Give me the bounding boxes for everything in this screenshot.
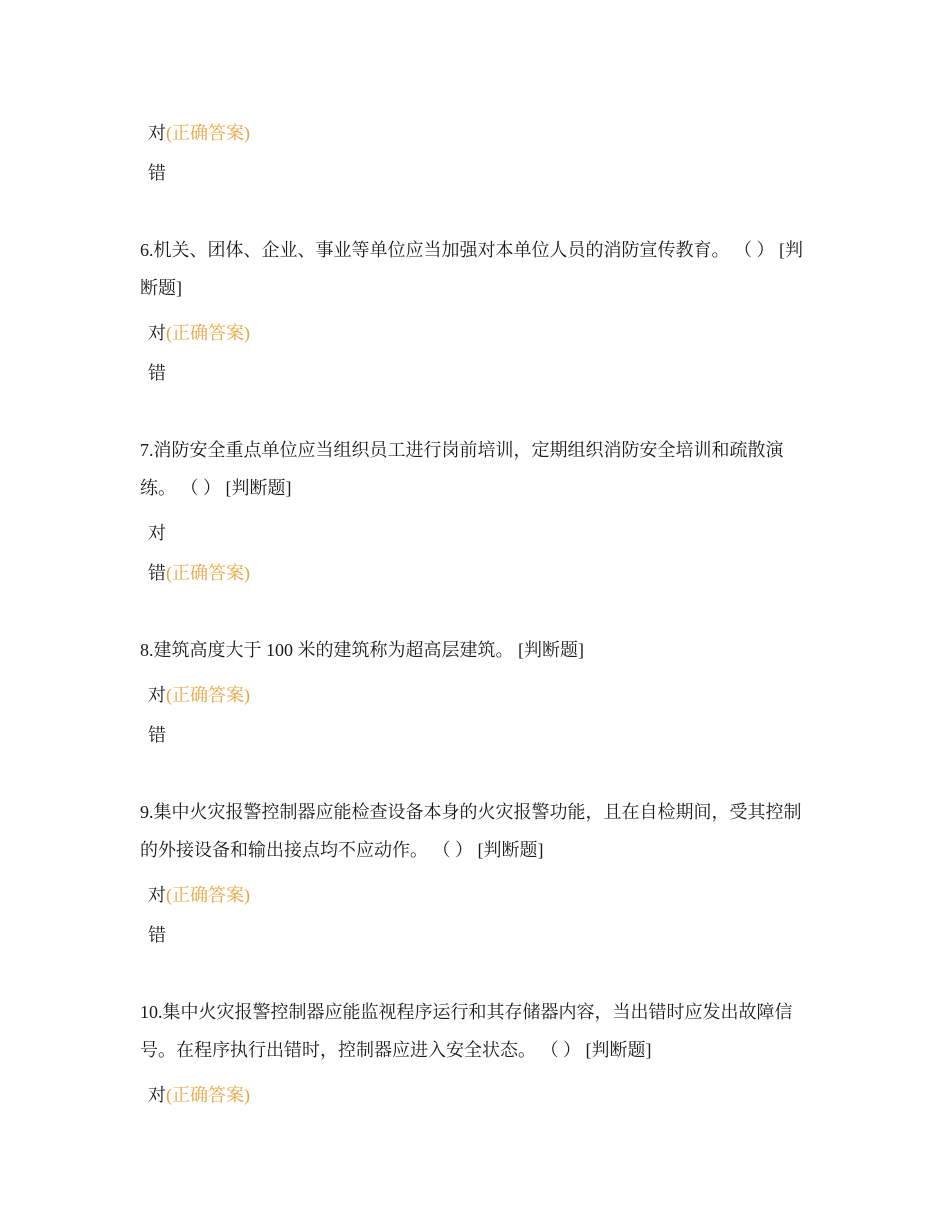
correct-answer-tag: (正确答案) [166, 1085, 250, 1105]
option-label: 对 [148, 685, 166, 705]
question-8-option-true [148, 683, 250, 707]
question-7-option-false [148, 561, 250, 585]
correct-answer-tag: (正确答案) [166, 685, 250, 705]
question-7-option-true [148, 521, 166, 545]
question-6-option-true [148, 321, 250, 345]
option-false [148, 161, 166, 185]
option-label: 错 [148, 725, 166, 745]
correct-answer-tag: (正确答案) [166, 323, 250, 343]
option-label: 对 [148, 123, 166, 143]
question-8-option-false [148, 723, 166, 747]
option-label: 对 [148, 1085, 166, 1105]
option-label: 错 [148, 163, 166, 183]
question-9-text: 9.集中火灾报警控制器应能检查设备本身的火灾报警功能，且在自检期间，受其控制的外接设备和输出接点均不应动作。 （ ） [判断题] [140, 802, 802, 860]
question-9-option-false [148, 923, 166, 947]
correct-answer-tag: (正确答案) [166, 123, 250, 143]
correct-answer-tag: (正确答案) [166, 885, 250, 905]
question-6-option-false [148, 361, 166, 385]
question-6-text: 6.机关、团体、企业、事业等单位应当加强对本单位人员的消防宣传教育。 （ ） [判断题] [140, 240, 803, 298]
option-label: 对 [148, 885, 166, 905]
question-10-option-true [148, 1083, 250, 1107]
option-true [148, 121, 250, 145]
option-label: 对 [148, 323, 166, 343]
question-8-text: 8.建筑高度大于 100 米的建筑称为超高层建筑。 [判断题] [140, 640, 584, 660]
option-label: 错 [148, 925, 166, 945]
correct-answer-tag: (正确答案) [166, 563, 250, 583]
question-7-text: 7.消防安全重点单位应当组织员工进行岗前培训，定期组织消防安全培训和疏散演练。 （ ） [判断题] [140, 440, 784, 498]
question-9-option-true [148, 883, 250, 907]
question-10-text: 10.集中火灾报警控制器应能监视程序运行和其存储器内容，当出错时应发出故障信号。在程序执行出错时，控制器应进入安全状态。 （ ） [判断题] [140, 1002, 793, 1060]
option-label: 对 [148, 523, 166, 543]
option-label: 错 [148, 563, 166, 583]
option-label: 错 [148, 363, 166, 383]
